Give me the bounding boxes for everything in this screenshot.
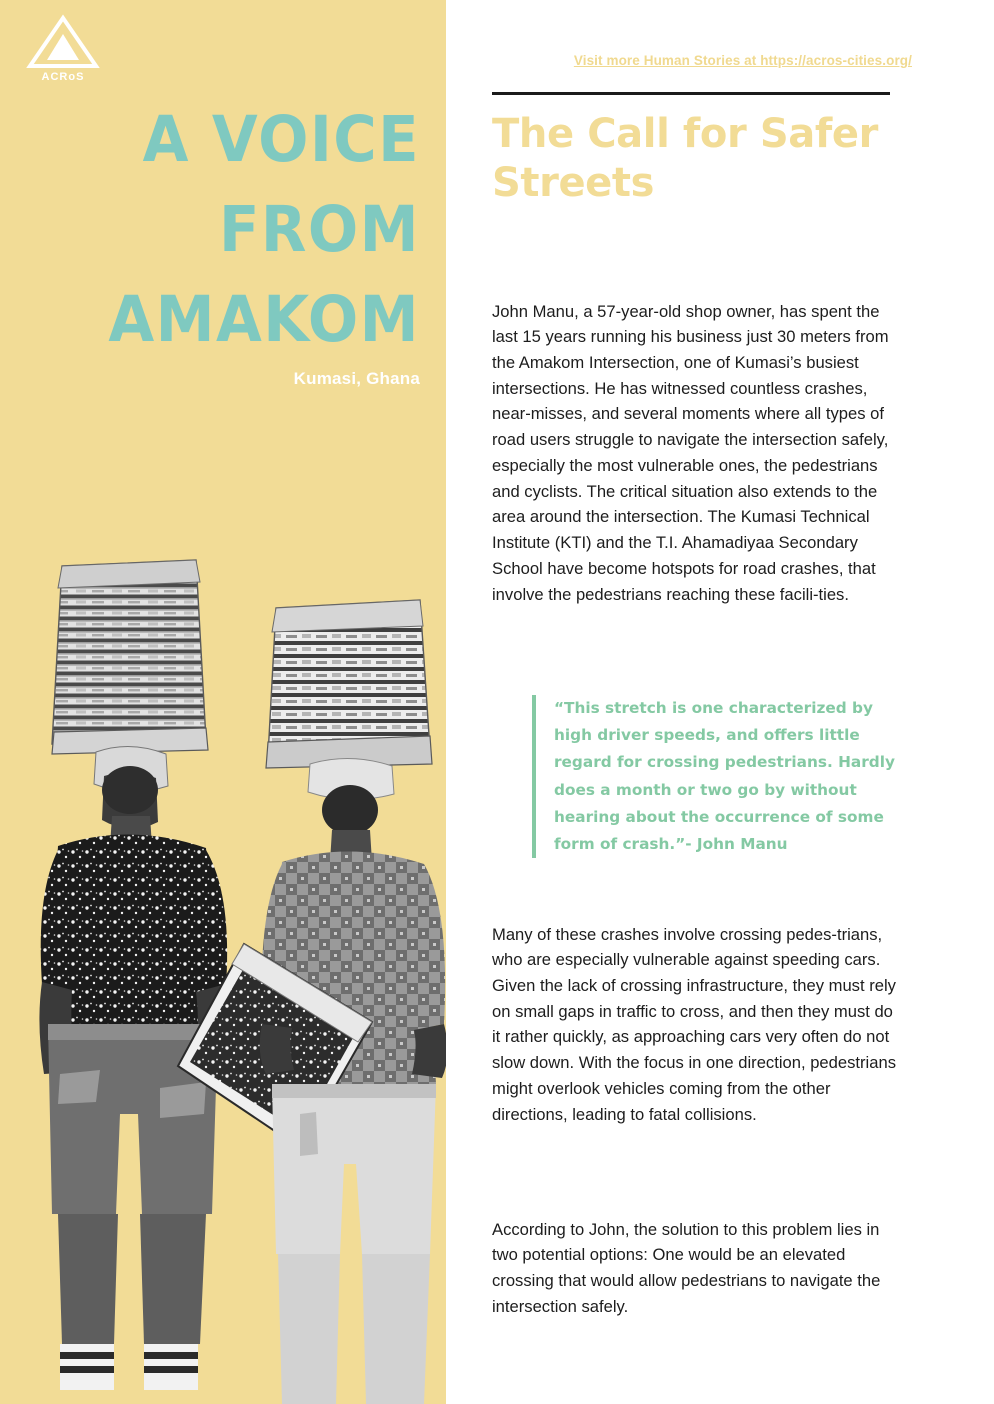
cover-title-line-2: FROM xyxy=(219,193,420,266)
article-paragraph-2: Many of these crashes involve crossing pedes-trians, who are especially vulnerable against speeding cars. Given the lack of crossing infrastructure, they must rely on small gaps in traffic to cross, and then they must do it rather quickly, as approaching cars very often do not slow down. With the focus in one direction, pedestrians might overlook vehicles coming from the other directions, leading to fatal collisions. xyxy=(492,924,896,1124)
headline-divider xyxy=(492,92,890,95)
pull-quote xyxy=(532,695,896,858)
pull-quote-text: “This stretch is one characterized by high driver speeds, and offers little regard for crossing pedestrians. Hardly does a month or two go by without hearing about the occurrence of some form of crash.”- John Manu xyxy=(554,699,895,854)
article-column xyxy=(492,0,912,1404)
acros-logo-icon xyxy=(24,14,102,86)
svg-text:ACRoS: ACRoS xyxy=(41,71,85,83)
cover-title-block xyxy=(20,103,421,389)
article-headline: The Call for Safer Streets xyxy=(492,111,878,206)
article-paragraph-3: According to John, the solution to this problem lies in two potential options: One would be an elevated crossing that would allow pedestrians to navigate the intersection safely. xyxy=(492,1219,881,1316)
cover-photo xyxy=(0,554,446,1404)
visit-more-link[interactable]: Visit more Human Stories at https://acros-cities.org/ xyxy=(573,53,912,68)
cover-subtitle: Kumasi, Ghana xyxy=(293,369,420,388)
article-paragraph-1: John Manu, a 57-year-old shop owner, has spent the last 15 years running his business just 30 meters from the Amakom Intersection, one of Kumasi’s busiest intersections. He has witnessed countless crashes, near-misses, and several moments where all types of road users struggle to navigate the intersection safely, especially the most vulnerable ones, the pedestrians and cyclists. The critical situation also extends to the area around the intersection. The Kumasi Technical Institute (KTI) and the T.I. Ahamadiyaa Secondary School have become hotspots for road crashes, that involve the pedestrians reaching these facili-ties. xyxy=(492,301,889,604)
left-cover-panel xyxy=(0,0,446,1404)
cover-title-line-3: AMAKOM xyxy=(108,283,421,356)
cover-title-line-1: A VOICE xyxy=(142,103,420,176)
